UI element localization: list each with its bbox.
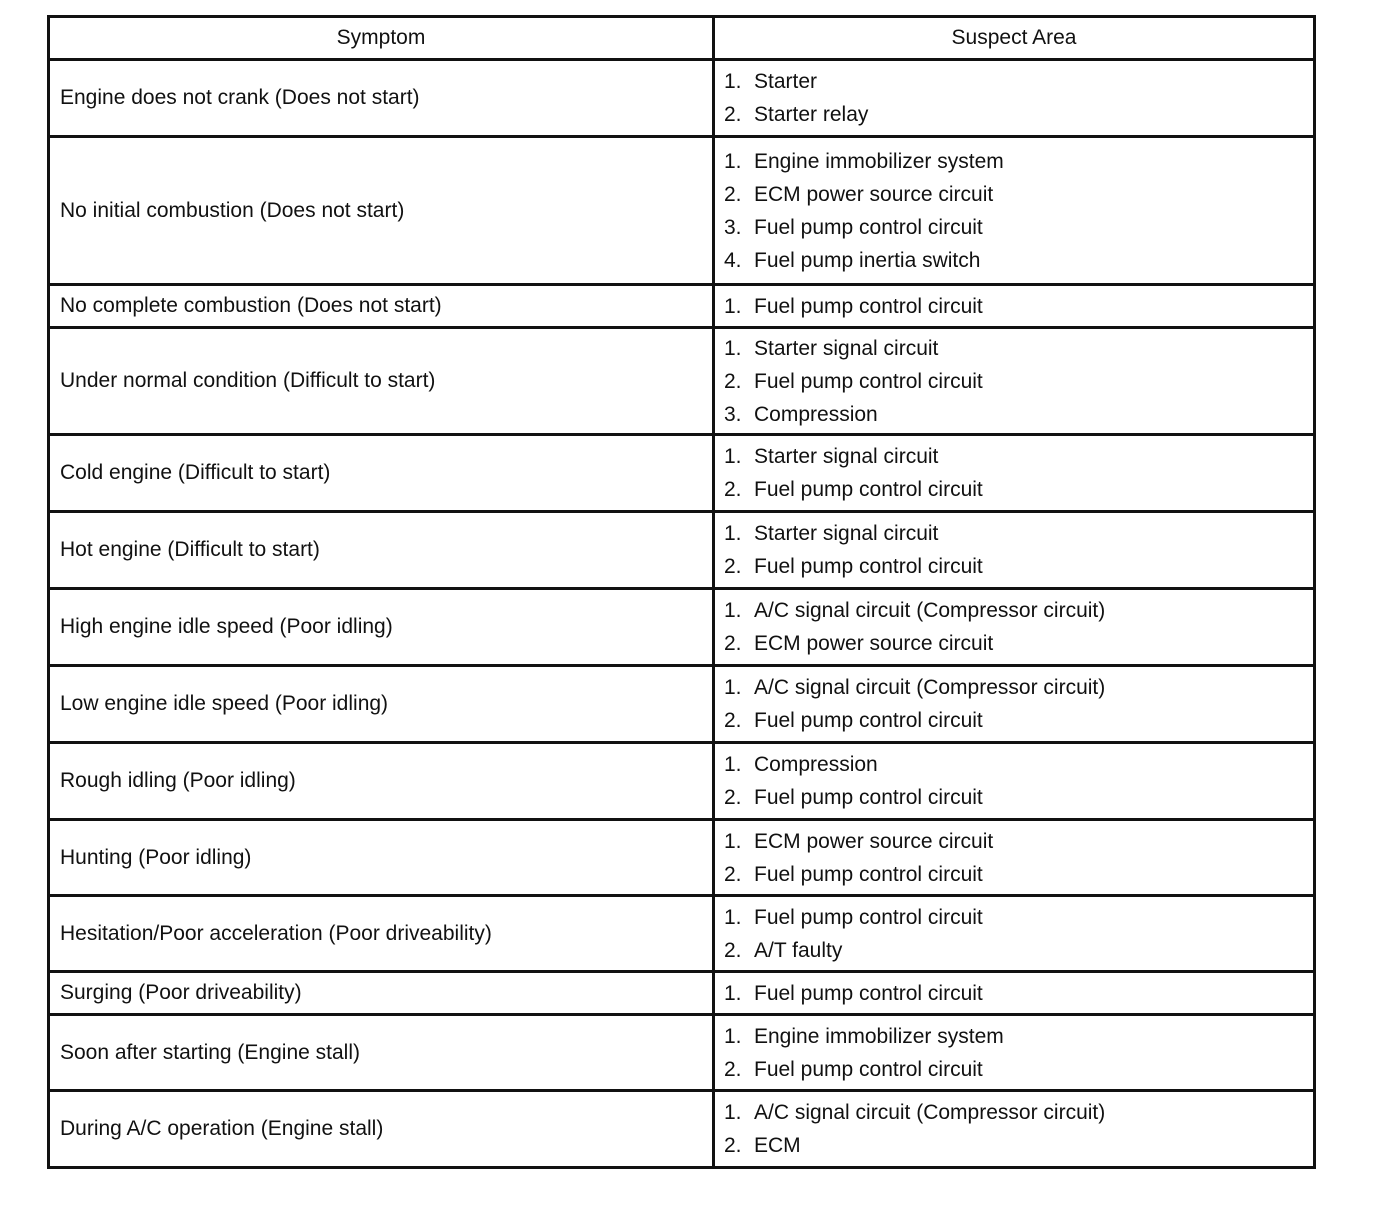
suspect-area-item: [724, 365, 1313, 398]
item-number: 3.: [724, 402, 742, 426]
suspect-area-cell: [714, 512, 1315, 589]
symptom-cell: Low engine idle speed (Poor idling): [49, 666, 714, 743]
symptom-cell: Soon after starting (Engine stall): [49, 1015, 714, 1091]
table-body: [49, 60, 1315, 1168]
item-text: Fuel pump control circuit: [754, 862, 983, 886]
item-number: 1.: [724, 753, 742, 776]
item-number: 1.: [724, 1024, 742, 1048]
suspect-area-item: [724, 473, 1313, 506]
suspect-area-cell: [714, 137, 1315, 285]
item-text: Compression: [754, 402, 878, 426]
item-number: 2.: [724, 709, 742, 732]
item-text: Fuel pump control circuit: [754, 478, 983, 501]
symptom-cell: Hesitation/Poor acceleration (Poor driveability): [49, 896, 714, 972]
suspect-area-item: [724, 1096, 1313, 1129]
suspect-area-item: [724, 65, 1313, 98]
suspect-area-item: [724, 934, 1313, 967]
suspect-area-item: [724, 178, 1313, 211]
item-text: Starter signal circuit: [754, 522, 939, 545]
item-number: 1.: [724, 1101, 742, 1124]
suspect-area-item: [724, 145, 1313, 178]
item-number: 2.: [724, 1057, 742, 1081]
suspect-area-cell: [714, 1091, 1315, 1168]
item-number: 2.: [724, 632, 742, 655]
symptom-cell: Surging (Poor driveability): [49, 972, 714, 1015]
item-number: 1.: [724, 336, 742, 360]
table-row: [49, 435, 1315, 512]
item-number: 2.: [724, 369, 742, 393]
item-text: Fuel pump control circuit: [754, 294, 983, 318]
symptom-cell: During A/C operation (Engine stall): [49, 1091, 714, 1168]
suspect-area-item: [724, 440, 1313, 473]
suspect-area-item: [724, 671, 1313, 704]
item-text: Engine immobilizer system: [754, 1024, 1004, 1048]
suspect-area-cell: [714, 328, 1315, 435]
table-row: [49, 512, 1315, 589]
table-row: [49, 60, 1315, 137]
suspect-area-item: [724, 901, 1313, 934]
item-text: Engine immobilizer system: [754, 149, 1004, 173]
suspect-area-cell: [714, 1015, 1315, 1091]
symptom-cell: Under normal condition (Difficult to start): [49, 328, 714, 435]
suspect-area-cell: [714, 589, 1315, 666]
item-text: Fuel pump control circuit: [754, 369, 983, 393]
item-number: 2.: [724, 786, 742, 809]
item-text: Starter relay: [754, 103, 869, 126]
item-number: 2.: [724, 555, 742, 578]
item-number: 1.: [724, 70, 742, 93]
item-number: 1.: [724, 676, 742, 699]
item-number: 2.: [724, 938, 742, 962]
item-text: ECM power source circuit: [754, 182, 994, 206]
item-text: ECM power source circuit: [754, 632, 994, 655]
item-text: Fuel pump control circuit: [754, 981, 983, 1005]
table-row: [49, 1091, 1315, 1168]
item-text: A/T faulty: [754, 938, 843, 962]
symptom-cell: High engine idle speed (Poor idling): [49, 589, 714, 666]
item-text: Compression: [754, 753, 878, 776]
suspect-area-cell: [714, 435, 1315, 512]
header-symptom: Symptom: [49, 17, 714, 60]
table-row: [49, 285, 1315, 328]
item-text: Fuel pump control circuit: [754, 215, 983, 239]
item-number: 1.: [724, 149, 742, 173]
table-row: [49, 820, 1315, 896]
suspect-area-cell: [714, 666, 1315, 743]
table-row: [49, 743, 1315, 820]
item-text: ECM: [754, 1134, 801, 1157]
suspect-area-item: [724, 398, 1313, 431]
suspect-area-cell: [714, 820, 1315, 896]
suspect-area-item: [724, 1053, 1313, 1086]
symptom-cell: Hot engine (Difficult to start): [49, 512, 714, 589]
table-row: [49, 137, 1315, 285]
item-text: Fuel pump control circuit: [754, 1057, 983, 1081]
suspect-area-item: [724, 290, 1313, 323]
suspect-area-item: [724, 748, 1313, 781]
suspect-area-item: [724, 517, 1313, 550]
item-text: A/C signal circuit (Compressor circuit): [754, 599, 1106, 622]
suspect-area-item: [724, 781, 1313, 814]
suspect-area-item: [724, 550, 1313, 583]
suspect-area-item: [724, 858, 1313, 891]
suspect-area-item: [724, 1129, 1313, 1162]
suspect-area-item: [724, 704, 1313, 737]
suspect-area-item: [724, 594, 1313, 627]
item-text: Starter: [754, 70, 818, 93]
suspect-area-item: [724, 1020, 1313, 1053]
item-number: 1.: [724, 445, 742, 468]
suspect-area-item: [724, 332, 1313, 365]
item-number: 1.: [724, 599, 742, 622]
item-text: Starter signal circuit: [754, 336, 939, 360]
table-row: [49, 589, 1315, 666]
suspect-area-cell: [714, 743, 1315, 820]
item-number: 1.: [724, 981, 742, 1005]
item-number: 1.: [724, 294, 742, 318]
item-text: Fuel pump control circuit: [754, 709, 983, 732]
table-row: [49, 1015, 1315, 1091]
item-number: 2.: [724, 103, 742, 126]
table-header-row: [49, 17, 1315, 60]
symptom-cell: Rough idling (Poor idling): [49, 743, 714, 820]
suspect-area-item: [724, 977, 1313, 1010]
symptom-cell: No complete combustion (Does not start): [49, 285, 714, 328]
suspect-area-cell: [714, 285, 1315, 328]
item-text: Fuel pump control circuit: [754, 555, 983, 578]
suspect-area-item: [724, 627, 1313, 660]
table-row: [49, 666, 1315, 743]
item-number: 1.: [724, 522, 742, 545]
table-row: [49, 972, 1315, 1015]
table-row: [49, 328, 1315, 435]
item-number: 2.: [724, 862, 742, 886]
item-text: Fuel pump inertia switch: [754, 248, 981, 272]
item-text: ECM power source circuit: [754, 829, 994, 853]
symptom-table-container: [47, 15, 1313, 1169]
item-number: 4.: [724, 248, 742, 272]
symptom-cell: Hunting (Poor idling): [49, 820, 714, 896]
suspect-area-cell: [714, 896, 1315, 972]
suspect-area-item: [724, 211, 1313, 244]
suspect-area-item: [724, 825, 1313, 858]
item-text: Fuel pump control circuit: [754, 786, 983, 809]
item-number: 2.: [724, 1134, 742, 1157]
item-number: 1.: [724, 829, 742, 853]
item-number: 2.: [724, 182, 742, 206]
symptom-cell: Engine does not crank (Does not start): [49, 60, 714, 137]
table-row: [49, 896, 1315, 972]
item-number: 1.: [724, 905, 742, 929]
item-text: A/C signal circuit (Compressor circuit): [754, 676, 1106, 699]
suspect-area-cell: [714, 972, 1315, 1015]
item-number: 3.: [724, 215, 742, 239]
item-text: Fuel pump control circuit: [754, 905, 983, 929]
item-number: 2.: [724, 478, 742, 501]
suspect-area-item: [724, 98, 1313, 131]
symptom-cell: Cold engine (Difficult to start): [49, 435, 714, 512]
item-text: A/C signal circuit (Compressor circuit): [754, 1101, 1106, 1124]
header-suspect-area: Suspect Area: [714, 17, 1315, 60]
symptom-table: [47, 15, 1316, 1169]
suspect-area-cell: [714, 60, 1315, 137]
symptom-cell: No initial combustion (Does not start): [49, 137, 714, 285]
item-text: Starter signal circuit: [754, 445, 939, 468]
suspect-area-item: [724, 244, 1313, 277]
